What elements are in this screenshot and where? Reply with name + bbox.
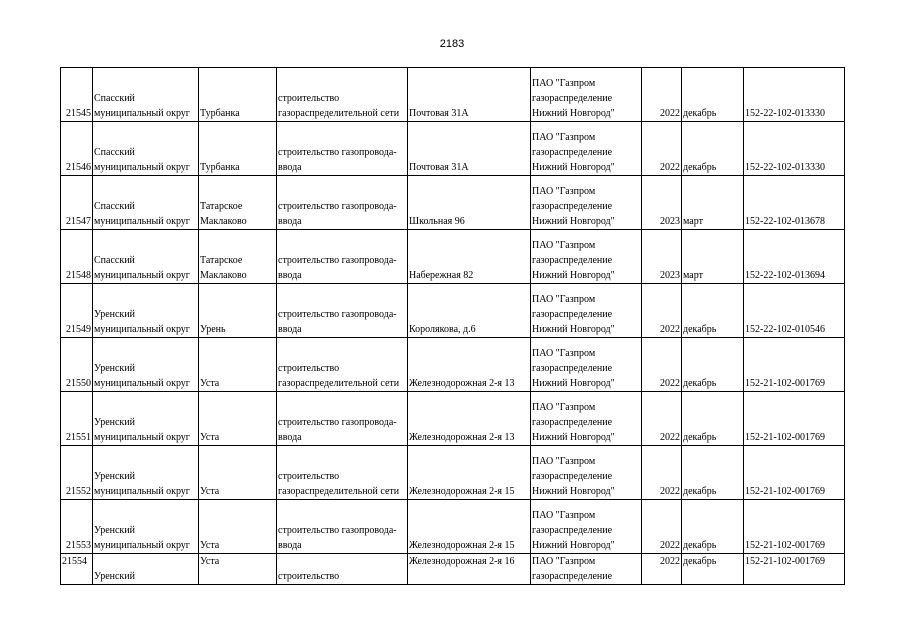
permit-code: 152-22-102-013330	[745, 162, 825, 173]
district-cell	[93, 176, 199, 230]
district-cell	[93, 284, 199, 338]
locality-line: Урень	[200, 324, 226, 335]
organization-line: газораспределение	[532, 255, 613, 266]
work-type-line: газораспределительной сети	[278, 108, 400, 119]
work-type-line: газораспределительной сети	[278, 378, 400, 389]
district-line: Уренский	[94, 309, 135, 320]
organization-line: Нижний Новгород"	[532, 162, 615, 173]
work-type-line: строительство газопровода-	[278, 255, 397, 266]
month-cell	[682, 392, 744, 446]
table-row	[61, 68, 845, 122]
work-type-line: строительство газопровода-	[278, 309, 397, 320]
district-line: Спасский	[94, 255, 135, 266]
organization-line: газораспределение	[532, 417, 613, 428]
locality-cell	[199, 68, 277, 122]
organization-line: газораспределение	[532, 571, 613, 582]
district-cell	[93, 338, 199, 392]
work-type-line: газораспределительной сети	[278, 486, 400, 497]
month: декабрь	[683, 486, 717, 497]
year-cell	[642, 500, 682, 554]
address: Железнодорожная 2-я 15	[409, 540, 515, 551]
organization-line: газораспределение	[532, 525, 613, 536]
year: 2022	[660, 108, 680, 119]
organization-line: Нижний Новгород"	[532, 270, 615, 281]
row-number: 21553	[66, 540, 91, 551]
organization-line: Нижний Новгород"	[532, 324, 615, 335]
registry-table	[60, 67, 845, 585]
address-cell	[408, 500, 531, 554]
month-cell	[682, 284, 744, 338]
organization-line: ПАО "Газпром	[532, 240, 596, 251]
table-row	[61, 338, 845, 392]
work-cell	[277, 284, 408, 338]
address: Железнодорожная 2-я 13	[409, 432, 515, 443]
year: 2023	[660, 216, 680, 227]
organization-line: ПАО "Газпром	[532, 402, 596, 413]
address-cell	[408, 68, 531, 122]
district-cell	[93, 446, 199, 500]
table-row-partial	[61, 554, 845, 585]
organization-line: ПАО "Газпром	[532, 348, 596, 359]
locality-line: Турбанка	[200, 108, 240, 119]
year: 2022	[660, 162, 680, 173]
district-cell	[93, 230, 199, 284]
address-cell	[408, 122, 531, 176]
address: Почтовая 31А	[409, 108, 469, 119]
code-cell	[744, 500, 845, 554]
table-row	[61, 500, 845, 554]
row-number-cell	[61, 284, 93, 338]
month-cell	[682, 446, 744, 500]
locality-line: Татарское	[200, 201, 243, 212]
month: декабрь	[683, 432, 717, 443]
address-cell	[408, 446, 531, 500]
month-cell	[682, 122, 744, 176]
year: 2023	[660, 270, 680, 281]
work-type-line: ввода	[278, 162, 302, 173]
organization-cell	[531, 392, 642, 446]
table-row	[61, 392, 845, 446]
permit-code: 152-22-102-013678	[745, 216, 825, 227]
permit-code: 152-21-102-001769	[745, 556, 825, 567]
district-line: Спасский	[94, 201, 135, 212]
district-line: Спасский	[94, 93, 135, 104]
organization-cell	[531, 230, 642, 284]
organization-line: Нижний Новгород"	[532, 486, 615, 497]
row-number-cell	[61, 122, 93, 176]
district-cell	[93, 68, 199, 122]
year: 2022	[660, 486, 680, 497]
permit-code: 152-22-102-013330	[745, 108, 825, 119]
page-number: 2183	[439, 38, 465, 50]
table-row	[61, 446, 845, 500]
district-cell	[93, 554, 199, 585]
work-cell	[277, 176, 408, 230]
month: март	[683, 216, 703, 227]
code-cell	[744, 176, 845, 230]
month: декабрь	[683, 540, 717, 551]
district-line: муниципальный округ	[94, 216, 190, 227]
row-number-cell	[61, 392, 93, 446]
work-cell	[277, 122, 408, 176]
work-cell	[277, 338, 408, 392]
work-cell	[277, 554, 408, 585]
work-cell	[277, 446, 408, 500]
organization-line: Нижний Новгород"	[532, 216, 615, 227]
row-number-cell	[61, 230, 93, 284]
district-line: муниципальный округ	[94, 540, 190, 551]
address-cell	[408, 338, 531, 392]
address: Школьная 96	[409, 216, 465, 227]
address: Железнодорожная 2-я 16	[409, 556, 515, 567]
locality-cell	[199, 554, 277, 585]
organization-line: Нижний Новгород"	[532, 378, 615, 389]
code-cell	[744, 230, 845, 284]
year: 2022	[660, 540, 680, 551]
district-line: Уренский	[94, 471, 135, 482]
locality-line: Уста	[200, 432, 220, 443]
work-type-line: ввода	[278, 540, 302, 551]
work-type-line: ввода	[278, 324, 302, 335]
permit-code: 152-21-102-001769	[745, 540, 825, 551]
month: декабрь	[683, 324, 717, 335]
table-body	[61, 68, 845, 585]
district-cell	[93, 392, 199, 446]
permit-code: 152-22-102-010546	[745, 324, 825, 335]
locality-line: Маклаково	[200, 216, 247, 227]
district-line: муниципальный округ	[94, 162, 190, 173]
row-number-cell	[61, 338, 93, 392]
year-cell	[642, 446, 682, 500]
permit-code: 152-22-102-013694	[745, 270, 825, 281]
code-cell	[744, 122, 845, 176]
year-cell	[642, 338, 682, 392]
organization-cell	[531, 338, 642, 392]
locality-cell	[199, 176, 277, 230]
organization-line: газораспределение	[532, 93, 613, 104]
organization-line: ПАО "Газпром	[532, 510, 596, 521]
district-line: Уренский	[94, 571, 135, 582]
address: Почтовая 31А	[409, 162, 469, 173]
year: 2022	[660, 432, 680, 443]
year-cell	[642, 554, 682, 585]
locality-line: Татарское	[200, 255, 243, 266]
organization-line: Нижний Новгород"	[532, 108, 615, 119]
organization-line: Нижний Новгород"	[532, 540, 615, 551]
work-cell	[277, 500, 408, 554]
year-cell	[642, 176, 682, 230]
district-line: муниципальный округ	[94, 324, 190, 335]
month-cell	[682, 554, 744, 585]
year-cell	[642, 230, 682, 284]
organization-cell	[531, 176, 642, 230]
address: Железнодорожная 2-я 13	[409, 378, 515, 389]
table-row	[61, 176, 845, 230]
table-row	[61, 230, 845, 284]
work-type-line: строительство газопровода-	[278, 525, 397, 536]
code-cell	[744, 284, 845, 338]
work-cell	[277, 392, 408, 446]
organization-line: ПАО "Газпром	[532, 132, 596, 143]
locality-cell	[199, 392, 277, 446]
address: Королякова, д.6	[409, 324, 476, 335]
code-cell	[744, 554, 845, 585]
district-line: Спасский	[94, 147, 135, 158]
locality-cell	[199, 338, 277, 392]
row-number-cell	[61, 554, 93, 585]
row-number-cell	[61, 446, 93, 500]
address-cell	[408, 230, 531, 284]
row-number-cell	[61, 68, 93, 122]
work-cell	[277, 68, 408, 122]
code-cell	[744, 338, 845, 392]
organization-line: газораспределение	[532, 309, 613, 320]
district-line: Уренский	[94, 363, 135, 374]
address: Набережная 82	[409, 270, 474, 281]
row-number: 21545	[66, 108, 91, 119]
row-number: 21546	[66, 162, 91, 173]
work-type-line: строительство	[278, 93, 340, 104]
code-cell	[744, 68, 845, 122]
district-line: муниципальный округ	[94, 432, 190, 443]
organization-line: ПАО "Газпром	[532, 294, 596, 305]
row-number: 21548	[66, 270, 91, 281]
organization-line: ПАО "Газпром	[532, 556, 596, 567]
month: декабрь	[683, 556, 717, 567]
year-cell	[642, 122, 682, 176]
work-type-line: строительство	[278, 471, 340, 482]
year-cell	[642, 68, 682, 122]
work-type-line: строительство	[278, 571, 340, 582]
organization-line: газораспределение	[532, 201, 613, 212]
organization-line: газораспределение	[532, 363, 613, 374]
district-line: муниципальный округ	[94, 378, 190, 389]
year: 2022	[660, 378, 680, 389]
row-number: 21547	[66, 216, 91, 227]
locality-cell	[199, 284, 277, 338]
row-number: 21554	[62, 556, 87, 567]
district-line: Уренский	[94, 525, 135, 536]
district-cell	[93, 122, 199, 176]
month: март	[683, 270, 703, 281]
organization-line: ПАО "Газпром	[532, 186, 596, 197]
locality-cell	[199, 122, 277, 176]
organization-line: газораспределение	[532, 471, 613, 482]
permit-code: 152-21-102-001769	[745, 432, 825, 443]
row-number-cell	[61, 176, 93, 230]
month-cell	[682, 68, 744, 122]
locality-cell	[199, 500, 277, 554]
address-cell	[408, 554, 531, 585]
locality-line: Маклаково	[200, 270, 247, 281]
month: декабрь	[683, 378, 717, 389]
district-cell	[93, 500, 199, 554]
month: декабрь	[683, 162, 717, 173]
code-cell	[744, 392, 845, 446]
district-line: муниципальный округ	[94, 270, 190, 281]
table-row	[61, 122, 845, 176]
work-cell	[277, 230, 408, 284]
month-cell	[682, 176, 744, 230]
work-type-line: ввода	[278, 432, 302, 443]
locality-cell	[199, 446, 277, 500]
table-row	[61, 284, 845, 338]
row-number: 21551	[66, 432, 91, 443]
district-line: Уренский	[94, 417, 135, 428]
year: 2022	[660, 556, 680, 567]
organization-cell	[531, 446, 642, 500]
organization-line: газораспределение	[532, 147, 613, 158]
district-line: муниципальный округ	[94, 486, 190, 497]
work-type-line: ввода	[278, 216, 302, 227]
locality-line: Турбанка	[200, 162, 240, 173]
month-cell	[682, 338, 744, 392]
organization-cell	[531, 500, 642, 554]
permit-code: 152-21-102-001769	[745, 486, 825, 497]
row-number: 21550	[66, 378, 91, 389]
month: декабрь	[683, 108, 717, 119]
organization-cell	[531, 284, 642, 338]
locality-line: Уста	[200, 540, 220, 551]
locality-line: Уста	[200, 486, 220, 497]
organization-cell	[531, 68, 642, 122]
work-type-line: ввода	[278, 270, 302, 281]
work-type-line: строительство газопровода-	[278, 201, 397, 212]
work-type-line: строительство газопровода-	[278, 417, 397, 428]
row-number-cell	[61, 500, 93, 554]
address-cell	[408, 392, 531, 446]
locality-line: Уста	[200, 378, 220, 389]
locality-line: Уста	[200, 556, 220, 567]
permit-code: 152-21-102-001769	[745, 378, 825, 389]
work-type-line: строительство	[278, 363, 340, 374]
month-cell	[682, 500, 744, 554]
month-cell	[682, 230, 744, 284]
organization-line: ПАО "Газпром	[532, 78, 596, 89]
work-type-line: строительство газопровода-	[278, 147, 397, 158]
district-line: муниципальный округ	[94, 108, 190, 119]
year: 2022	[660, 324, 680, 335]
address-cell	[408, 176, 531, 230]
year-cell	[642, 284, 682, 338]
organization-cell	[531, 122, 642, 176]
row-number: 21549	[66, 324, 91, 335]
locality-cell	[199, 230, 277, 284]
year-cell	[642, 392, 682, 446]
address: Железнодорожная 2-я 15	[409, 486, 515, 497]
address-cell	[408, 284, 531, 338]
row-number: 21552	[66, 486, 91, 497]
code-cell	[744, 446, 845, 500]
organization-cell	[531, 554, 642, 585]
organization-line: ПАО "Газпром	[532, 456, 596, 467]
organization-line: Нижний Новгород"	[532, 432, 615, 443]
